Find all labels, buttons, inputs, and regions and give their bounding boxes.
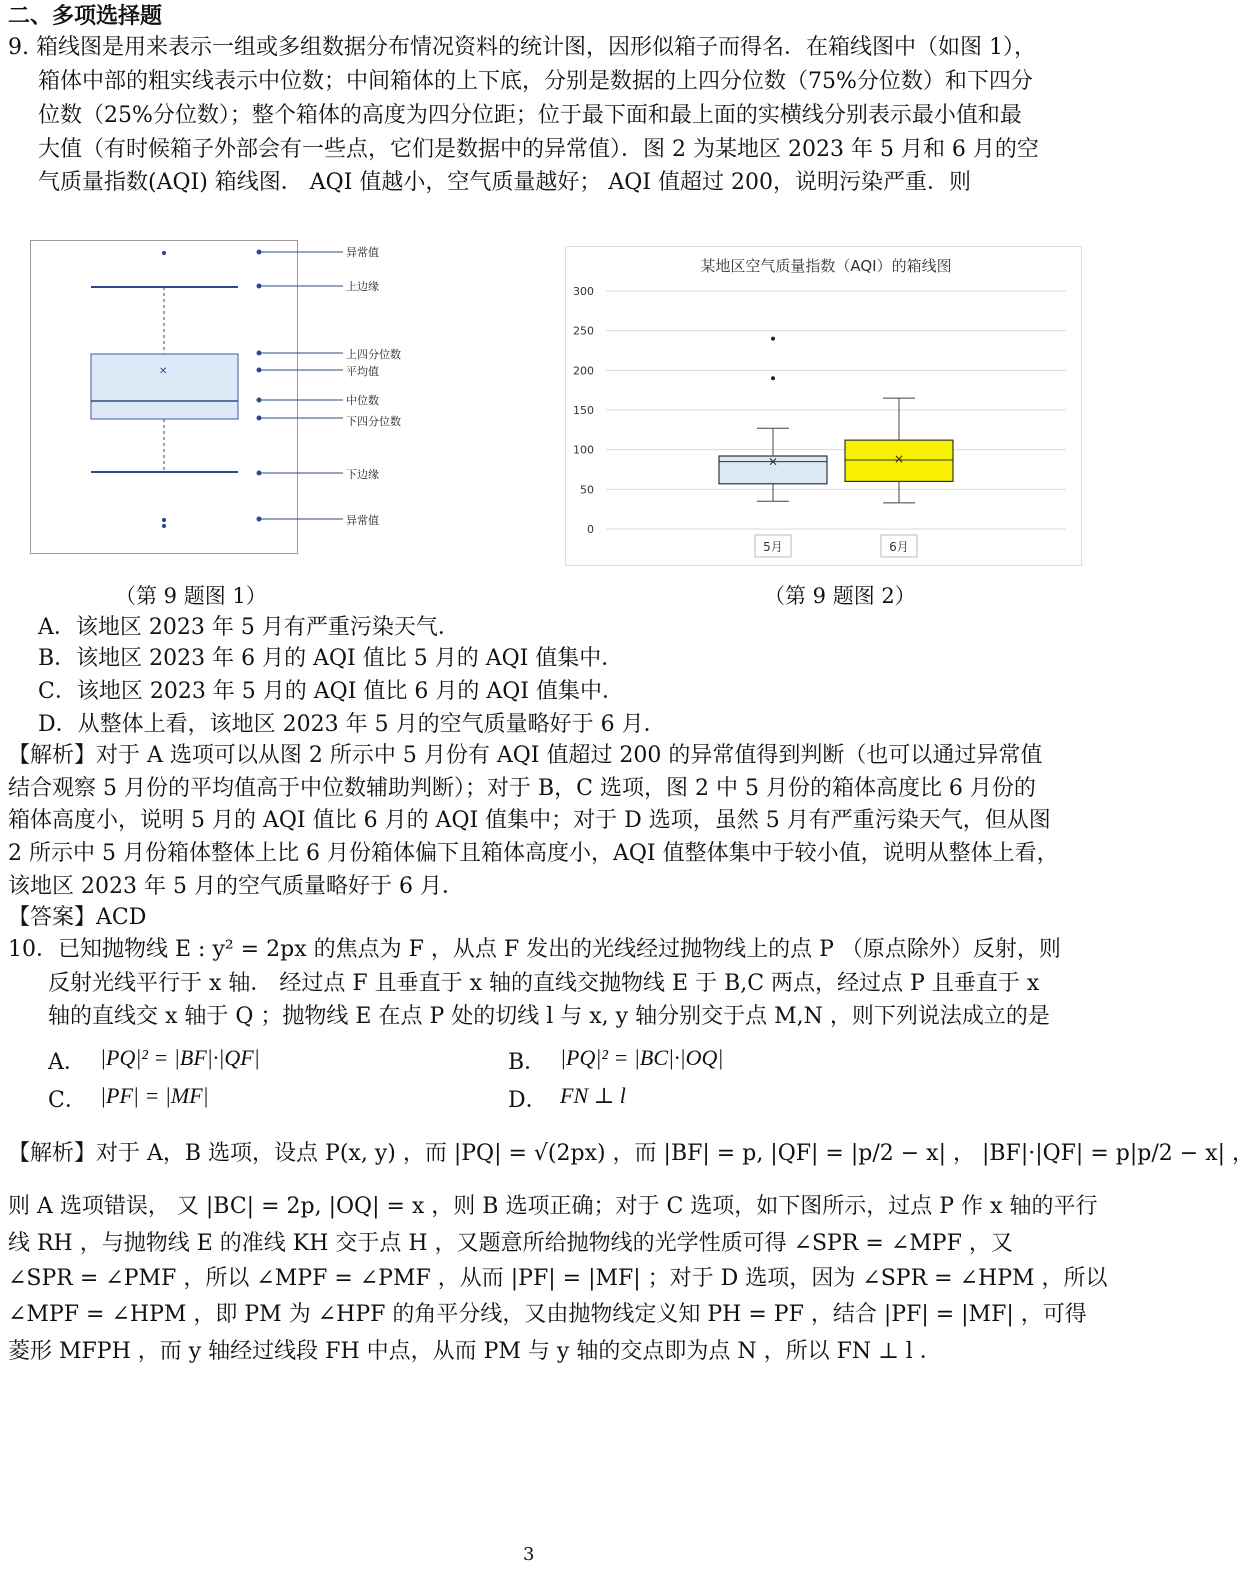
fig1-label-outlier-bottom: 异常值: [346, 514, 379, 527]
q9-line-5: 气质量指数(AQI) 箱线图． AQI 值越小，空气质量越好； AQI 值超过 200，说明污染严重．则: [38, 170, 971, 195]
y-tick-label: 300: [573, 285, 594, 298]
figure-2-caption: （第 9 题图 2）: [764, 584, 916, 608]
fig1-label-lower-quartile: 下四分位数: [346, 415, 401, 428]
q9-option-b: B．该地区 2023 年 6 月的 AQI 值比 5 月的 AQI 值集中．: [38, 646, 624, 671]
q9-option-a: A．该地区 2023 年 5 月有严重污染天气．: [38, 615, 460, 640]
figure-1-leaders: [255, 240, 345, 552]
fig1-label-upper-quartile: 上四分位数: [346, 348, 401, 361]
q10-option-c-label: C．: [48, 1088, 87, 1113]
q9-answer: 【答案】ACD: [8, 905, 147, 930]
fig1-box: [91, 354, 238, 419]
q9-analysis-line-3: 箱体高度小，说明 5 月的 AQI 值比 6 月的 AQI 值集中；对于 D 选项，虽然 5 月有严重污染天气，但从图: [8, 808, 1051, 833]
box-6月: [845, 398, 953, 503]
figure-2-aqi-chart: [565, 246, 1082, 566]
y-tick-label: 0: [587, 523, 594, 536]
mean-marker: ×: [767, 454, 779, 469]
q9-analysis-line-5: 该地区 2023 年 5 月的空气质量略好于 6 月．: [8, 874, 464, 899]
q10-option-a-expr: |PQ|² = |BF|·|QF|: [100, 1045, 260, 1070]
chart-title: 某地区空气质量指数（AQI）的箱线图: [700, 257, 952, 275]
q10-analysis-line-1: 【解析】对于 A，B 选项，设点 P(x, y) ，而 |PQ| = √(2px) ，而 |BF| = p, |QF| = |p/2 − x| ， |BF|·|QF| = p|p/2 − x| ，: [8, 1141, 1254, 1166]
q10-analysis-line-3: 线 RH ，与抛物线 E 的准线 KH 交于点 H ，又题意所给抛物线的光学性质可得 ∠SPR = ∠MPF ，又: [8, 1231, 1013, 1256]
outlier-point: [771, 376, 775, 380]
aqi-boxplot-svg: [566, 247, 1081, 565]
q9-analysis-line-2: 结合观察 5 月份的平均值高于中位数辅助判断）；对于 B，C 选项，图 2 中 5 月份的箱体高度比 6 月份的: [8, 776, 1036, 801]
q10-option-b-expr: |PQ|² = |BC|·|OQ|: [560, 1045, 724, 1070]
q10-analysis-line-6: 菱形 MFPH ，而 y 轴经过线段 FH 中点，从而 PM 与 y 轴的交点即为点 N ，所以 FN ⊥ l ．: [8, 1339, 942, 1364]
fig1-label-mean: 平均值: [346, 365, 379, 378]
figure-1-caption: （第 9 题图 1）: [115, 584, 267, 608]
q9-option-c: C．该地区 2023 年 5 月的 AQI 值比 6 月的 AQI 值集中．: [38, 679, 624, 704]
y-tick-label: 150: [573, 404, 594, 417]
q9-line-2: 箱体中部的粗实线表示中位数；中间箱体的上下底，分别是数据的上四分位数（75%分位数）和下四分: [38, 69, 1033, 94]
q10-analysis-line-4: ∠SPR = ∠PMF ，所以 ∠MPF = ∠PMF ，从而 |PF| = |MF| ；对于 D 选项，因为 ∠SPR = ∠HPM ，所以: [8, 1266, 1108, 1291]
q10-analysis-line-5: ∠MPF = ∠HPM ，即 PM 为 ∠HPF 的角平分线，又由抛物线定义知 PH = PF ，结合 |PF| = |MF| ，可得: [8, 1302, 1087, 1327]
fig1-outlier-bottom-2: [162, 524, 165, 527]
q10-option-d-expr: FN ⊥ l: [560, 1083, 626, 1108]
q9-analysis-line-1: 【解析】对于 A 选项可以从图 2 所示中 5 月份有 AQI 值超过 200 的异常值得到判断（也可以通过异常值: [8, 743, 1043, 768]
y-tick-label: 50: [580, 483, 594, 497]
page-number: 3: [523, 1544, 535, 1565]
fig1-label-median: 中位数: [346, 394, 379, 407]
q10-option-b-label: B．: [508, 1050, 547, 1075]
fig1-outlier-bottom-1: [162, 518, 165, 521]
y-tick-label: 250: [573, 324, 594, 338]
fig1-outlier-top: [162, 251, 165, 254]
q9-line-4: 大值（有时候箱子外部会有一些点，它们是数据中的异常值）．图 2 为某地区 2023 年 5 月和 6 月的空: [38, 137, 1039, 162]
y-tick-label: 100: [573, 443, 594, 457]
q9-analysis-line-4: 2 所示中 5 月份箱体整体上比 6 月份箱体偏下且箱体高度小，AQI 值整体集中于较小值，说明从整体上看，: [8, 841, 1059, 866]
mean-marker: ×: [893, 452, 905, 467]
fig1-label-lower-edge: 下边缘: [346, 468, 379, 481]
box-5月: [719, 337, 827, 502]
q10-line-2: 反射光线平行于 x 轴． 经过点 F 且垂直于 x 轴的直线交抛物线 E 于 B,C 两点，经过点 P 且垂直于 x: [48, 971, 1040, 996]
x-tick-label: 5月: [763, 540, 783, 554]
q9-line-3: 位数（25%分位数）；整个箱体的高度为四分位距；位于最下面和最上面的实横线分别表示最小值和最: [38, 103, 1022, 128]
q10-line-3: 轴的直线交 x 轴于 Q ；抛物线 E 在点 P 处的切线 l 与 x, y 轴分别交于点 M,N ，则下列说法成立的是: [48, 1004, 1050, 1029]
fig1-label-upper-edge: 上边缘: [346, 280, 379, 293]
fig1-label-outlier-top: 异常值: [346, 246, 379, 259]
y-tick-label: 200: [573, 364, 594, 378]
q10-option-d-label: D．: [508, 1088, 548, 1113]
q10-analysis-line-2: 则 A 选项错误， 又 |BC| = 2p, |OQ| = x ，则 B 选项正确；对于 C 选项，如下图所示，过点 P 作 x 轴的平行: [8, 1194, 1098, 1219]
x-tick-label: 6月: [889, 540, 909, 554]
q10-option-c-expr: |PF| = |MF|: [100, 1083, 209, 1108]
q10-line-1: 10．已知抛物线 E : y² = 2px 的焦点为 F ，从点 F 发出的光线经过抛物线上的点 P （原点除外）反射，则: [8, 937, 1061, 962]
q9-option-d: D．从整体上看，该地区 2023 年 5 月的空气质量略好于 6 月．: [38, 712, 666, 737]
q9-line-1: 9. 箱线图是用来表示一组或多组数据分布情况资料的统计图，因形似箱子而得名．在箱线图中（如图 1），: [8, 35, 1036, 60]
section-title: 二、多项选择题: [8, 3, 163, 29]
outlier-point: [771, 337, 775, 341]
q10-option-a-label: A．: [48, 1050, 86, 1075]
fig1-mean-marker: ✕: [159, 366, 168, 377]
